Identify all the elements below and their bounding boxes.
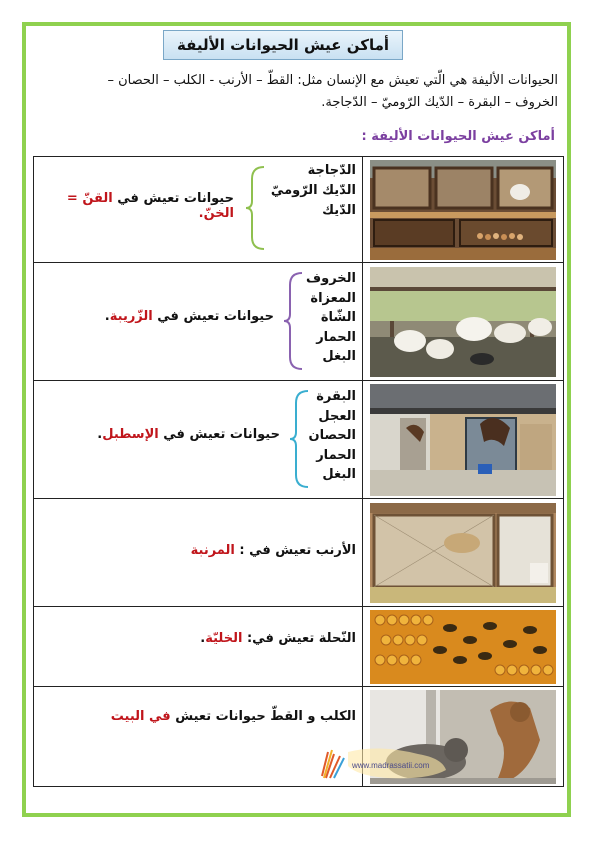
row-text-cell <box>34 687 363 787</box>
intro-line-1: الحيوانات الأليفة هي الّتي تعيش مع الإنسان مثل: القطّ – الأرنب - الكلب – الحصان – <box>107 73 558 88</box>
animal-name: الشّاة <box>320 310 356 325</box>
photo-cell <box>363 607 564 687</box>
page-title: أماكن عيش الحيوانات الأليفة <box>163 30 403 60</box>
table-row <box>34 263 564 381</box>
photo-cell <box>363 157 564 263</box>
animal-name: الحمار <box>316 329 356 345</box>
habitat-place: الخليّة <box>205 631 243 646</box>
rabbit-hutch-photo <box>370 503 556 603</box>
animal-name: الدّيك الرّوميّ <box>270 183 356 198</box>
photo-cell <box>363 381 564 499</box>
watermark-text: www.madrassatii.com <box>352 761 430 770</box>
table-row <box>34 381 564 499</box>
row-text-cell <box>34 157 363 263</box>
animal-name: العجل <box>318 408 356 424</box>
row-text-cell <box>34 499 363 607</box>
habitat-sentence: حيوانات تعيش في الزّريبة. <box>104 309 274 324</box>
animal-name: البغل <box>322 467 356 482</box>
habitat-place: القنّ = الخنّ. <box>66 191 234 221</box>
animal-name: الدّيك <box>322 203 356 218</box>
row-text-cell <box>34 263 363 381</box>
table-row <box>34 499 564 607</box>
brace-icon <box>244 165 266 251</box>
animal-name: الدّجاجة <box>307 163 356 178</box>
animal-name: الحمار <box>316 447 356 463</box>
animal-list <box>309 387 357 485</box>
animal-name: البغل <box>322 349 356 364</box>
animal-name: البقرة <box>316 389 356 404</box>
habitat-sentence: حيوانات تعيش في الإسطبل. <box>97 427 280 442</box>
intro-paragraph <box>60 70 558 114</box>
beehive-photo <box>370 610 556 684</box>
habitat-sentence: النّحلة تعيش في: الخليّة. <box>200 631 356 646</box>
habitat-place: المرنبة <box>190 543 235 558</box>
brace-icon <box>282 271 304 371</box>
animal-list <box>306 269 356 367</box>
habitat-place: الزّريبة <box>109 309 153 324</box>
chicken-coop-photo <box>370 160 556 260</box>
sheepfold-photo <box>370 267 556 377</box>
habitats-table <box>33 156 564 787</box>
animal-list <box>271 161 356 221</box>
row-text-cell <box>34 381 363 499</box>
stable-photo <box>370 384 556 496</box>
photo-cell <box>363 499 564 607</box>
logo-graphic <box>318 746 450 782</box>
habitat-sentence: حيوانات تعيش في القنّ = الخنّ. <box>66 191 234 221</box>
section-subheading: أماكن عيش الحيوانات الأليفة : <box>361 129 555 144</box>
site-logo <box>318 746 450 782</box>
table-row <box>34 607 564 687</box>
animal-name: المعزاة <box>310 290 356 306</box>
row-text-cell <box>34 607 363 687</box>
animal-name: الحصان <box>308 428 356 443</box>
habitat-place: الإسطبل <box>102 427 159 442</box>
brace-icon <box>288 389 310 489</box>
habitat-sentence: الأرنب تعيش في : المرنبة <box>190 543 356 558</box>
photo-cell <box>363 263 564 381</box>
table-row <box>34 687 564 787</box>
table-row <box>34 157 564 263</box>
intro-line-2: الخروف – البقرة – الدّيك الرّوميّ – الدّجاجة. <box>321 95 558 110</box>
habitat-place: في البيت <box>110 709 171 724</box>
habitat-sentence: الكلب و القطّ حيوانات تعيش في البيت <box>110 709 356 724</box>
animal-name: الخروف <box>306 271 356 286</box>
